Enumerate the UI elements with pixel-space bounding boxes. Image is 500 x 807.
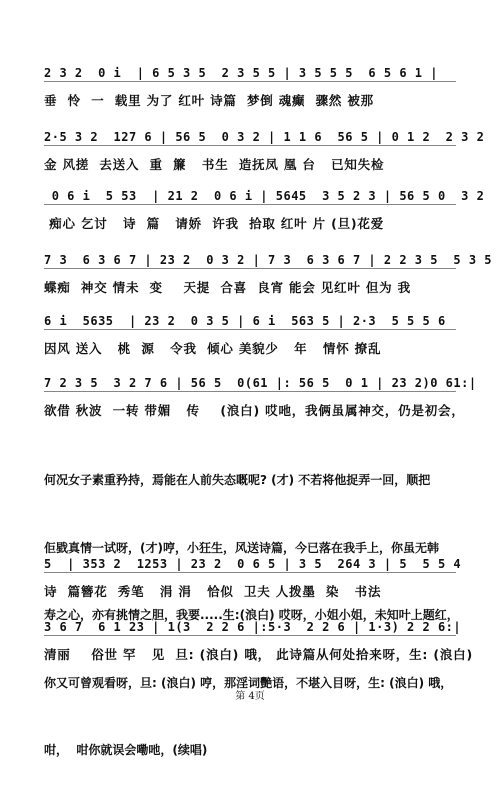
prose-line: 咁， 咁你就误会嘞吔，(续唱) — [44, 743, 208, 757]
lyrics-line: 垂 怜 一 载里 为了 红叶 诗篇 梦倒 魂癫 骤然 被那 — [44, 93, 374, 108]
notation-line: 7 2 3 5 3 2 7 6 | 56 5 0(61 |: 56 5 0 1 | 23 2)0 61:| — [44, 376, 477, 390]
prose-line: 你又可曾观看呀，旦: (浪白) 哼，那淫词艷语，不堪入目呀，生: (浪白) 哦， — [44, 675, 453, 690]
lyrics-line: 痴心 乞讨 诗 篇 请娇 许我 拾取 红叶 片 (旦)花爱 — [44, 216, 385, 231]
notation-line: 0 6 i 5 53 | 21 2 0 6 i | 5645 3 5 2 3 | 56 5 0 3 2 — [44, 189, 485, 203]
prose-line: 寿之心，亦有挑情之胆，我要.....生:(浪白) 哎呀，小姐小姐，未知叶上题红， — [44, 608, 459, 622]
notation-line: 6 i 5635 | 23 2 0 3 5 | 6 i 563 5 | 2·3 5 5 5 6 — [44, 314, 446, 328]
page-number: 第 4页 — [235, 691, 265, 702]
beam-line — [44, 204, 456, 206]
notation-line: 5 | 353 2 1253 | 23 2 0 6 5 | 3 5 264 3 | 5 5 5 4 — [44, 557, 462, 571]
beam-line — [44, 391, 456, 393]
beam-line — [44, 572, 456, 574]
lyrics-line: 诗 篇簪花 秀笔 涓 涓 恰似 卫夫 人拨墨 染 书法 — [44, 584, 382, 599]
dialogue-prose — [44, 424, 473, 807]
notation-line: 2·5 3 2 127 6 | 56 5 0 3 2 | 1 1 6 56 5 | 0 1 2 2 3 2 — [44, 130, 485, 144]
prose-line: 何况女子素重矜持，焉能在人前失态嘅呢? (才) 不若将他捉弄一回，顺把 — [44, 473, 431, 487]
notation-line: 3 6 7 6 1 23 | 1(3 2 2 6 |:5·3 2 2 6 | 1·3) 2 2 6:| — [44, 620, 462, 634]
beam-line — [44, 81, 456, 83]
notation-line: 7 3 6 3 6 7 | 23 2 0 3 2 | 7 3 6 3 6 7 | 2 2 3 5 5 3 5 — [44, 253, 493, 267]
lyrics-line: 清丽 俗世 罕 见 旦: (浪白) 哦， 此诗篇从何处拾来呀，生: (浪白) — [44, 647, 473, 662]
beam-line — [44, 329, 456, 331]
beam-line — [44, 635, 456, 637]
lyrics-line: 金 风搓 去送入 重 簾 书生 造抚凤 凰 台 已知失检 — [44, 157, 385, 172]
lyrics-line: 欲借 秋波 一转 带媚 传 (浪白) 哎吔，我俩虽属神交，仍是初会， — [44, 403, 465, 418]
beam-line — [44, 145, 456, 147]
notation-line: 2 3 2 0 i | 6 5 3 5 2 3 5 5 | 3 5 5 5 6 5 6 1 | — [44, 66, 438, 80]
beam-line — [44, 268, 456, 270]
lyrics-line: 蝶痴 神交 情未 变 天提 合喜 良宵 能会 见红叶 但为 我 — [44, 280, 411, 295]
prose-line: 佢戥真情一试呀，(才)哼，小狂生，风送诗篇，今已落在我手上，你虽无韩 — [44, 540, 439, 555]
lyrics-line: 因风 送入 桃 源 令我 倾心 美貌少 年 情怀 撩乱 — [44, 341, 382, 356]
